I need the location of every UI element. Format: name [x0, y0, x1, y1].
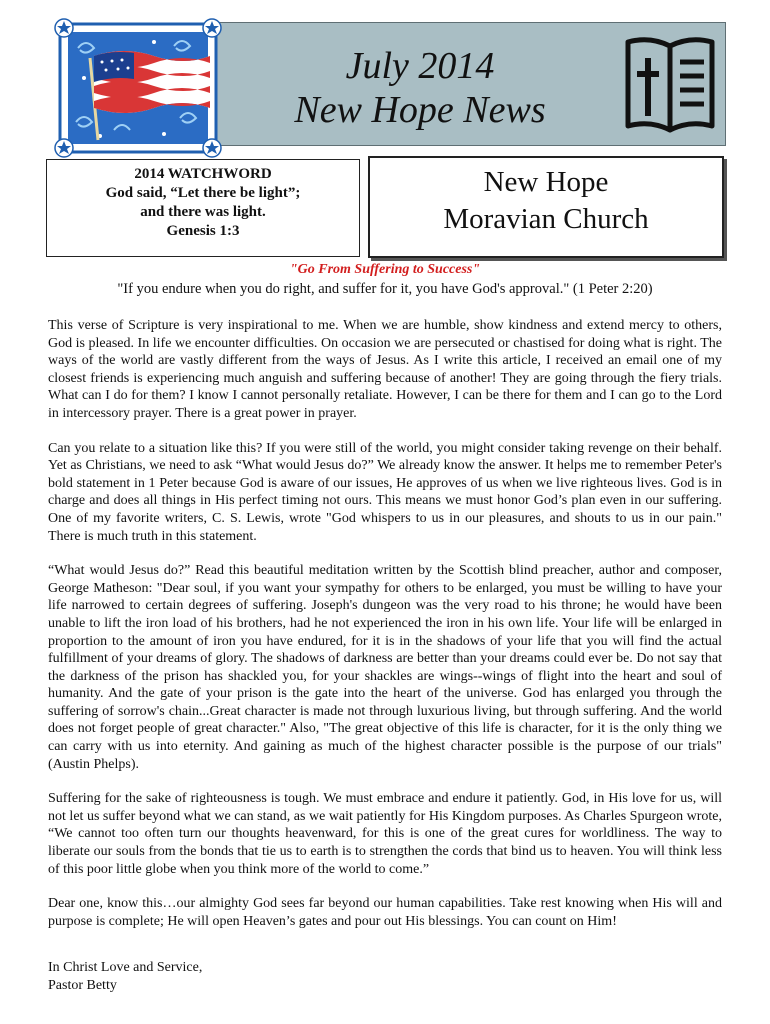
watchword-line2: and there was light. — [140, 204, 266, 220]
closing-line: In Christ Love and Service, — [48, 960, 203, 975]
newsletter-title — [240, 44, 600, 132]
title-name: New Hope News — [294, 89, 546, 131]
church-name-line1: New Hope — [483, 166, 609, 198]
scripture-quote: "If you endure when you do right, and suffer for it, you have God's approval." (1 Peter 2:20) — [117, 281, 653, 297]
article-paragraph: Suffering for the sake of righteousness is tough. We must embrace and endure it patiently. God, in His love for us, will not let us suffer beyond what we can stand, as we wait patiently for His Kingdom purposes. As Charles Spurgeon wrote, “We cannot too often turn our thoughts heavenward, for this is one of the great cures for worldliness. The way to liberate our souls from the bonds that tie us to earth is to strengthen the cords that bind us to heaven. You will think less of this poor little globe when you think more of the world to come.” — [48, 791, 722, 877]
signature-block — [48, 959, 202, 994]
watchword-line1: God said, “Let there be light”; — [105, 185, 301, 201]
open-bible-cross-icon — [618, 32, 722, 140]
article-paragraph: Dear one, know this…our almighty God sees far beyond our human capabilities. Take rest knowing when His will and purpose is complete; He will open Heaven’s gates and pour out His blessings. You can count on Him! — [48, 896, 722, 929]
watchword-box — [46, 159, 360, 257]
article-paragraph: This verse of Scripture is very inspirational to me. When we are humble, show kindness and extend mercy to others, God is pleased. In life we encounter difficulties. On occasion we are persecuted or chastised for doing what is right. The ways of the world are vastly different from the ways of Jesus. As I write this article, I received an email one of my closest friends is experiencing much anguish and suffering because of another! They are going through the fiery trials. What can I do for them? I know I cannot personally retaliate. However, I can be there for them and I can go to the Lord in intercessory prayer. There is a great power in prayer. — [48, 318, 722, 421]
article-body — [48, 317, 722, 947]
article-headline: "Go From Suffering to Success" — [289, 262, 481, 277]
article-paragraph: “What would Jesus do?” Read this beautiful meditation written by the Scottish blind preacher, author and composer, George Matheson: "Dear soul, if you want your sympathy for others to be enlarged, you must be willing to have your life narrowed to certain degrees of suffering. Joseph's dungeon was the very road to his throne; he would have been unable to lift the iron load of his brothers, had he not experienced the iron in his own life. Your life will be enlarged in proportion to the amount of iron you have endured, for it is in the shadows of your life that you will find the actual fulfillment of your dreams of glory. The shadows of darkness are better than your dreams could ever be. Do not say that the darkness of the prison has shackled you, for your shackles are wings--wings of flight into the heart and soul of humanity. And the gate of your prison is the gate into the heart of the universe. God has enlarged you through the suffering of sorrow's chain...Great character is made not through luxurious living, but through suffering. And the world does not forget people of great character." Also, "The great objective of this life is character, for it is the only thing we can carry with us into eternity. And gaining as much of the highest character possible is the purpose of our trials" (Austin Phelps). — [48, 563, 722, 772]
signature-name: Pastor Betty — [48, 977, 117, 993]
article-paragraph: Can you relate to a situation like this? If you were still of the world, you might consider taking revenge on their behalf. Yet as Christians, we need to ask “What would Jesus do?” We already know the answer. It helps me to remember Peter's bold statement in 1 Peter because God is aware of our issues, He approves of us when we live righteous lives. God is in charge and does all things in His perfect timing not ours. This means we must honor God’s plan even in our suffering. One of my favorite writers, C. S. Lewis, wrote "God whispers to us in our pleasures, and shouts to us in our pain." There is much truth in this statement. — [48, 440, 722, 544]
church-name-box — [368, 156, 724, 258]
american-flag-icon — [54, 18, 222, 158]
watchword-heading: 2014 WATCHWORD — [134, 166, 272, 182]
watchword-reference: Genesis 1:3 — [166, 223, 240, 239]
title-date: July 2014 — [345, 45, 495, 87]
church-name-line2: Moravian Church — [443, 203, 649, 235]
